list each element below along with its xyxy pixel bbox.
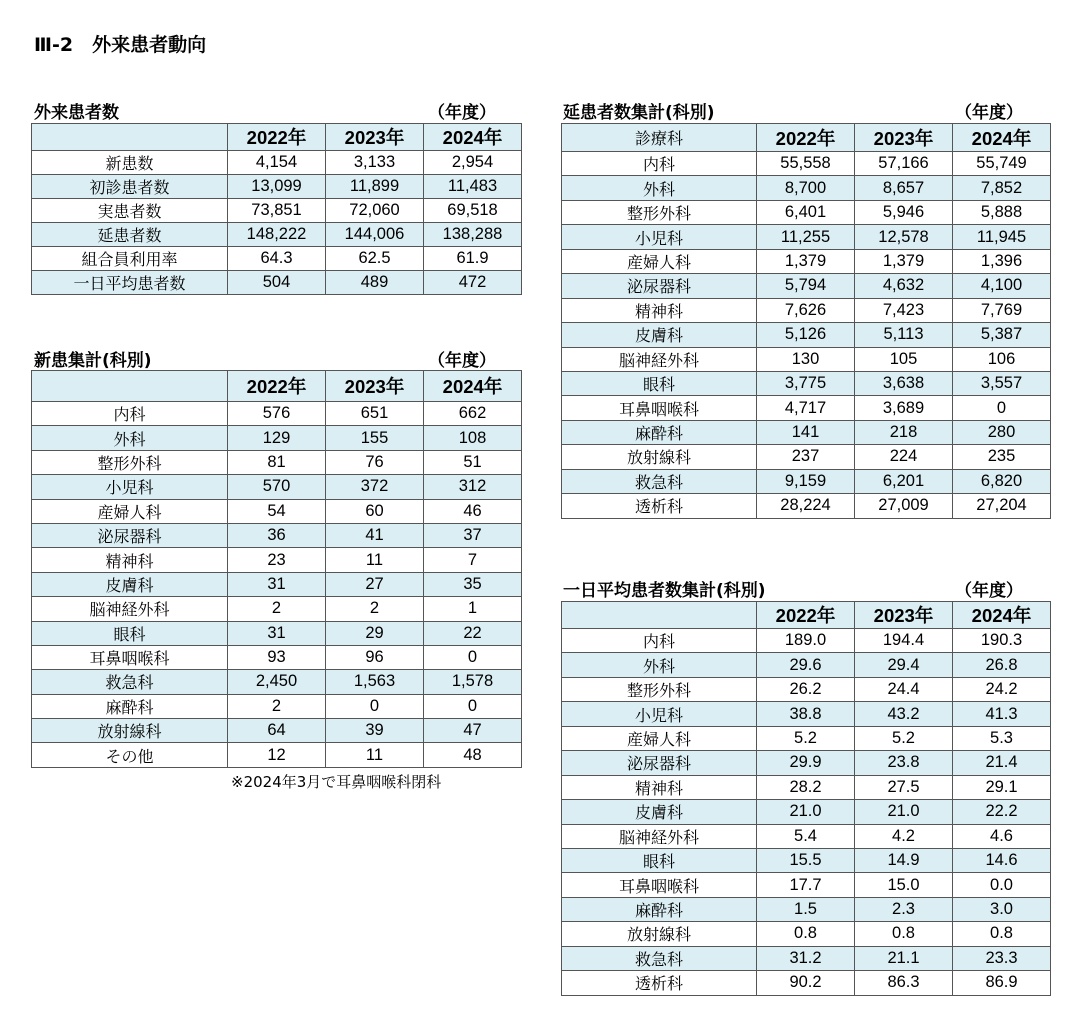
row-label: 泌尿器科: [562, 274, 757, 298]
row-label: 小児科: [32, 475, 228, 499]
row-label: 放射線科: [32, 719, 228, 743]
row-label: 麻酔科: [32, 694, 228, 718]
row-label: 初診患者数: [32, 175, 228, 199]
table-row: [562, 897, 1051, 921]
table-row: [32, 175, 522, 199]
value-cell: 15.5: [757, 848, 855, 872]
value-cell: 29: [326, 621, 424, 645]
table-row: [32, 402, 522, 426]
value-cell: 2: [228, 597, 326, 621]
value-cell: 54: [228, 499, 326, 523]
value-cell: 3.0: [953, 897, 1051, 921]
table-row: [32, 151, 522, 175]
row-label: 救急科: [32, 670, 228, 694]
row-label: 整形外科: [32, 450, 228, 474]
value-cell: 7,852: [953, 176, 1051, 200]
row-label: 内科: [32, 402, 228, 426]
value-cell: 90.2: [757, 971, 855, 995]
value-cell: 36: [228, 523, 326, 547]
value-cell: 372: [326, 475, 424, 499]
row-label: 外科: [562, 176, 757, 200]
row-label: 眼科: [32, 621, 228, 645]
table-row: [562, 200, 1051, 224]
value-cell: 312: [424, 475, 522, 499]
table-header-row: [32, 124, 522, 151]
column-header: 2023年: [855, 124, 953, 152]
table-row: [32, 548, 522, 572]
value-cell: 0.8: [855, 922, 953, 946]
value-cell: 55,749: [953, 152, 1051, 176]
daily-average-unit: （年度）: [955, 581, 1023, 601]
value-cell: 9,159: [757, 469, 855, 493]
row-label: 産婦人科: [562, 726, 757, 750]
row-label: 内科: [562, 152, 757, 176]
row-label: 産婦人科: [562, 249, 757, 273]
table-row: [562, 726, 1051, 750]
row-label: 脳神経外科: [32, 597, 228, 621]
table-row: [562, 176, 1051, 200]
table-row: [32, 572, 522, 596]
row-label: 救急科: [562, 946, 757, 970]
value-cell: 0.8: [953, 922, 1051, 946]
closure-note: ※2024年3月で耳鼻咽喉科閉科: [231, 773, 442, 791]
row-label: 精神科: [32, 548, 228, 572]
table-row: [32, 426, 522, 450]
column-header: 2024年: [424, 371, 522, 402]
table-row: [32, 719, 522, 743]
value-cell: 14.6: [953, 848, 1051, 872]
value-cell: 6,401: [757, 200, 855, 224]
value-cell: 37: [424, 523, 522, 547]
table-row: [32, 743, 522, 767]
value-cell: 12,578: [855, 225, 953, 249]
row-label: 麻酔科: [562, 420, 757, 444]
table-row: [562, 152, 1051, 176]
row-label: 耳鼻咽喉科: [562, 873, 757, 897]
value-cell: 23: [228, 548, 326, 572]
value-cell: 5,387: [953, 323, 1051, 347]
value-cell: 5.3: [953, 726, 1051, 750]
value-cell: 148,222: [228, 223, 326, 247]
value-cell: 11: [326, 548, 424, 572]
value-cell: 1,379: [757, 249, 855, 273]
table-row: [32, 475, 522, 499]
value-cell: 23.8: [855, 751, 953, 775]
table-row: [32, 645, 522, 669]
row-label: 精神科: [562, 775, 757, 799]
row-label: 新患数: [32, 151, 228, 175]
row-label: その他: [32, 743, 228, 767]
outpatient-table: [31, 123, 522, 295]
value-cell: 14.9: [855, 848, 953, 872]
row-label: 泌尿器科: [562, 751, 757, 775]
value-cell: 155: [326, 426, 424, 450]
table-row: [32, 621, 522, 645]
value-cell: 8,700: [757, 176, 855, 200]
column-header: 2023年: [855, 602, 953, 629]
value-cell: 73,851: [228, 199, 326, 223]
table-row: [562, 677, 1051, 701]
value-cell: 6,820: [953, 469, 1051, 493]
daily-average-table: [561, 601, 1051, 996]
value-cell: 7: [424, 548, 522, 572]
value-cell: 5,946: [855, 200, 953, 224]
value-cell: 0: [326, 694, 424, 718]
value-cell: 5,794: [757, 274, 855, 298]
value-cell: 189.0: [757, 629, 855, 653]
value-cell: 3,557: [953, 371, 1051, 395]
row-label: 放射線科: [562, 922, 757, 946]
value-cell: 4,717: [757, 396, 855, 420]
value-cell: 5,888: [953, 200, 1051, 224]
table-row: [562, 922, 1051, 946]
value-cell: 26.2: [757, 677, 855, 701]
value-cell: 31: [228, 621, 326, 645]
value-cell: 144,006: [326, 223, 424, 247]
header-label-cell: 診療科: [562, 124, 757, 152]
table-row: [562, 800, 1051, 824]
value-cell: 15.0: [855, 873, 953, 897]
row-label: 脳神経外科: [562, 824, 757, 848]
value-cell: 11: [326, 743, 424, 767]
value-cell: 2,450: [228, 670, 326, 694]
value-cell: 12: [228, 743, 326, 767]
value-cell: 3,638: [855, 371, 953, 395]
value-cell: 6,201: [855, 469, 953, 493]
table-row: [562, 469, 1051, 493]
value-cell: 21.4: [953, 751, 1051, 775]
table-row: [562, 824, 1051, 848]
table-header-row: [562, 602, 1051, 629]
column-header: 2023年: [326, 371, 424, 402]
table-row: [32, 499, 522, 523]
value-cell: 22.2: [953, 800, 1051, 824]
value-cell: 41.3: [953, 702, 1051, 726]
table-row: [562, 653, 1051, 677]
table-row: [562, 371, 1051, 395]
table-row: [32, 597, 522, 621]
value-cell: 38.8: [757, 702, 855, 726]
value-cell: 41: [326, 523, 424, 547]
value-cell: 472: [424, 271, 522, 295]
value-cell: 0: [953, 396, 1051, 420]
row-label: 皮膚科: [32, 572, 228, 596]
table-row: [562, 249, 1051, 273]
row-label: 耳鼻咽喉科: [32, 645, 228, 669]
value-cell: 218: [855, 420, 953, 444]
value-cell: 190.3: [953, 629, 1051, 653]
table-header-row: [562, 124, 1051, 152]
value-cell: 106: [953, 347, 1051, 371]
table-row: [562, 751, 1051, 775]
value-cell: 61.9: [424, 247, 522, 271]
value-cell: 5,113: [855, 323, 953, 347]
row-label: 皮膚科: [562, 800, 757, 824]
value-cell: 47: [424, 719, 522, 743]
row-label: 整形外科: [562, 677, 757, 701]
value-cell: 489: [326, 271, 424, 295]
column-header: 2022年: [228, 124, 326, 151]
table-row: [562, 702, 1051, 726]
outpatient-unit: （年度）: [428, 103, 496, 123]
value-cell: 11,945: [953, 225, 1051, 249]
row-label: 皮膚科: [562, 323, 757, 347]
value-cell: 1.5: [757, 897, 855, 921]
value-cell: 11,899: [326, 175, 424, 199]
page-title: Ⅲ-2 外来患者動向: [34, 34, 207, 56]
value-cell: 31.2: [757, 946, 855, 970]
value-cell: 24.2: [953, 677, 1051, 701]
total-patients-title: 延患者数集計(科別): [563, 103, 715, 123]
value-cell: 17.7: [757, 873, 855, 897]
new-patients-table: [31, 370, 522, 768]
value-cell: 24.4: [855, 677, 953, 701]
new-patients-unit: （年度）: [428, 351, 496, 371]
value-cell: 3,689: [855, 396, 953, 420]
row-label: 泌尿器科: [32, 523, 228, 547]
table-row: [32, 271, 522, 295]
value-cell: 5.4: [757, 824, 855, 848]
row-label: 実患者数: [32, 199, 228, 223]
row-label: 一日平均患者数: [32, 271, 228, 295]
value-cell: 280: [953, 420, 1051, 444]
row-label: 組合員利用率: [32, 247, 228, 271]
value-cell: 138,288: [424, 223, 522, 247]
column-header: 2024年: [953, 124, 1051, 152]
table-row: [562, 445, 1051, 469]
value-cell: 2: [228, 694, 326, 718]
table-row: [562, 420, 1051, 444]
value-cell: 21.0: [757, 800, 855, 824]
table-row: [562, 274, 1051, 298]
row-label: 整形外科: [562, 200, 757, 224]
value-cell: 64: [228, 719, 326, 743]
value-cell: 35: [424, 572, 522, 596]
header-corner-cell: [32, 371, 228, 402]
table-row: [32, 247, 522, 271]
column-header: 2022年: [228, 371, 326, 402]
value-cell: 51: [424, 450, 522, 474]
value-cell: 64.3: [228, 247, 326, 271]
value-cell: 141: [757, 420, 855, 444]
table-row: [32, 694, 522, 718]
value-cell: 72,060: [326, 199, 424, 223]
column-header: 2023年: [326, 124, 424, 151]
value-cell: 504: [228, 271, 326, 295]
row-label: 外科: [32, 426, 228, 450]
value-cell: 27,009: [855, 494, 953, 518]
value-cell: 0.8: [757, 922, 855, 946]
value-cell: 7,769: [953, 298, 1051, 322]
value-cell: 194.4: [855, 629, 953, 653]
value-cell: 576: [228, 402, 326, 426]
value-cell: 4,632: [855, 274, 953, 298]
value-cell: 76: [326, 450, 424, 474]
value-cell: 130: [757, 347, 855, 371]
value-cell: 4.2: [855, 824, 953, 848]
column-header: 2024年: [953, 602, 1051, 629]
row-label: 救急科: [562, 469, 757, 493]
row-label: 脳神経外科: [562, 347, 757, 371]
table-row: [562, 848, 1051, 872]
value-cell: 31: [228, 572, 326, 596]
table-row: [562, 946, 1051, 970]
value-cell: 29.1: [953, 775, 1051, 799]
row-label: 眼科: [562, 371, 757, 395]
row-label: 内科: [562, 629, 757, 653]
row-label: 延患者数: [32, 223, 228, 247]
total-patients-unit: （年度）: [955, 103, 1023, 123]
value-cell: 4,154: [228, 151, 326, 175]
value-cell: 93: [228, 645, 326, 669]
value-cell: 21.0: [855, 800, 953, 824]
row-label: 小児科: [562, 225, 757, 249]
value-cell: 570: [228, 475, 326, 499]
value-cell: 23.3: [953, 946, 1051, 970]
value-cell: 27,204: [953, 494, 1051, 518]
row-label: 麻酔科: [562, 897, 757, 921]
column-header: 2022年: [757, 602, 855, 629]
daily-average-title: 一日平均患者数集計(科別): [563, 581, 766, 601]
value-cell: 43.2: [855, 702, 953, 726]
row-label: 透析科: [562, 971, 757, 995]
row-label: 産婦人科: [32, 499, 228, 523]
value-cell: 235: [953, 445, 1051, 469]
value-cell: 4.6: [953, 824, 1051, 848]
value-cell: 46: [424, 499, 522, 523]
value-cell: 48: [424, 743, 522, 767]
value-cell: 4,100: [953, 274, 1051, 298]
new-patients-title: 新患集計(科別): [34, 351, 152, 371]
value-cell: 86.9: [953, 971, 1051, 995]
value-cell: 26.8: [953, 653, 1051, 677]
value-cell: 224: [855, 445, 953, 469]
row-label: 放射線科: [562, 445, 757, 469]
value-cell: 69,518: [424, 199, 522, 223]
value-cell: 2,954: [424, 151, 522, 175]
value-cell: 662: [424, 402, 522, 426]
table-row: [562, 971, 1051, 995]
value-cell: 7,423: [855, 298, 953, 322]
value-cell: 1,578: [424, 670, 522, 694]
value-cell: 27: [326, 572, 424, 596]
table-header-row: [32, 371, 522, 402]
value-cell: 108: [424, 426, 522, 450]
table-row: [32, 523, 522, 547]
value-cell: 62.5: [326, 247, 424, 271]
row-label: 小児科: [562, 702, 757, 726]
value-cell: 86.3: [855, 971, 953, 995]
value-cell: 5,126: [757, 323, 855, 347]
value-cell: 21.1: [855, 946, 953, 970]
table-row: [32, 450, 522, 474]
value-cell: 28.2: [757, 775, 855, 799]
table-row: [32, 223, 522, 247]
value-cell: 3,133: [326, 151, 424, 175]
value-cell: 8,657: [855, 176, 953, 200]
value-cell: 28,224: [757, 494, 855, 518]
value-cell: 55,558: [757, 152, 855, 176]
header-corner-cell: [562, 602, 757, 629]
column-header: 2024年: [424, 124, 522, 151]
table-row: [562, 775, 1051, 799]
value-cell: 2.3: [855, 897, 953, 921]
value-cell: 0: [424, 694, 522, 718]
value-cell: 29.6: [757, 653, 855, 677]
value-cell: 7,626: [757, 298, 855, 322]
value-cell: 105: [855, 347, 953, 371]
table-row: [562, 225, 1051, 249]
value-cell: 27.5: [855, 775, 953, 799]
table-row: [562, 396, 1051, 420]
outpatient-title: 外来患者数: [34, 103, 119, 123]
table-row: [562, 494, 1051, 518]
value-cell: 5.2: [757, 726, 855, 750]
value-cell: 39: [326, 719, 424, 743]
value-cell: 57,166: [855, 152, 953, 176]
value-cell: 237: [757, 445, 855, 469]
table-row: [562, 629, 1051, 653]
row-label: 精神科: [562, 298, 757, 322]
column-header: 2022年: [757, 124, 855, 152]
table-row: [562, 873, 1051, 897]
table-row: [32, 670, 522, 694]
table-row: [32, 199, 522, 223]
table-row: [562, 347, 1051, 371]
value-cell: 651: [326, 402, 424, 426]
value-cell: 1: [424, 597, 522, 621]
row-label: 耳鼻咽喉科: [562, 396, 757, 420]
value-cell: 2: [326, 597, 424, 621]
value-cell: 0.0: [953, 873, 1051, 897]
total-patients-table: [561, 123, 1051, 519]
value-cell: 0: [424, 645, 522, 669]
value-cell: 96: [326, 645, 424, 669]
value-cell: 81: [228, 450, 326, 474]
value-cell: 11,483: [424, 175, 522, 199]
value-cell: 11,255: [757, 225, 855, 249]
value-cell: 129: [228, 426, 326, 450]
value-cell: 13,099: [228, 175, 326, 199]
value-cell: 1,379: [855, 249, 953, 273]
row-label: 外科: [562, 653, 757, 677]
header-corner-cell: [32, 124, 228, 151]
value-cell: 3,775: [757, 371, 855, 395]
value-cell: 29.4: [855, 653, 953, 677]
table-row: [562, 298, 1051, 322]
value-cell: 22: [424, 621, 522, 645]
value-cell: 5.2: [855, 726, 953, 750]
value-cell: 1,396: [953, 249, 1051, 273]
table-row: [562, 323, 1051, 347]
row-label: 眼科: [562, 848, 757, 872]
row-label: 透析科: [562, 494, 757, 518]
value-cell: 29.9: [757, 751, 855, 775]
value-cell: 1,563: [326, 670, 424, 694]
value-cell: 60: [326, 499, 424, 523]
